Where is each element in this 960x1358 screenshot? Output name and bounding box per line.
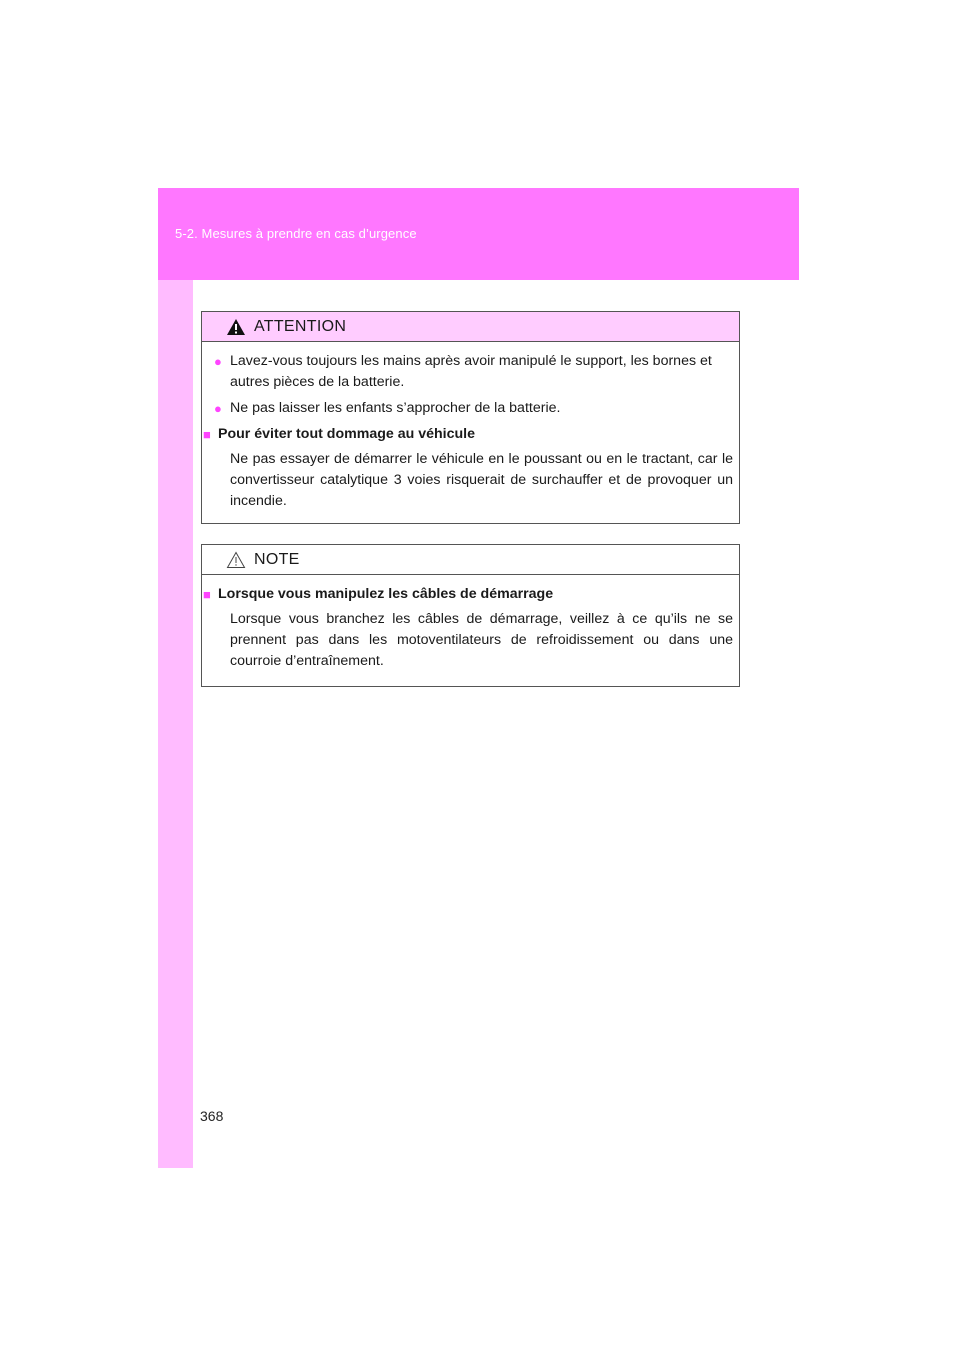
note-body — [202, 575, 739, 686]
note-subhead-text: Lorsque vous manipulez les câbles de démarrage — [218, 586, 554, 602]
side-strip — [158, 280, 193, 1168]
attention-subhead — [202, 424, 733, 445]
attention-header — [202, 312, 739, 342]
attention-body — [202, 342, 739, 526]
square-bullet-icon: ■ — [203, 587, 211, 602]
attention-subhead-text: Pour éviter tout dommage au véhicule — [218, 426, 476, 442]
list-item-text: Ne pas laisser les enfants s’approcher de la batterie. — [230, 400, 561, 416]
note-subhead — [202, 584, 733, 605]
note-header — [202, 545, 739, 575]
warning-triangle-filled-icon — [226, 318, 246, 336]
note-box — [201, 544, 740, 687]
list-item-text: Lavez-vous toujours les mains après avoir manipulé le support, les bornes et autres pièces de la batterie. — [230, 353, 712, 390]
note-paragraph: Lorsque vous branchez les câbles de démarrage, veillez à ce qu’ils ne se prennent pas dans les motoventilateurs de refroidissement ou dans une courroie d’entraînement. — [230, 611, 733, 669]
list-item — [212, 351, 733, 393]
bullet-icon: ● — [214, 354, 222, 369]
attention-box — [201, 311, 740, 524]
attention-title: ATTENTION — [254, 317, 347, 335]
bullet-icon: ● — [214, 401, 222, 416]
section-header: 5-2. Mesures à prendre en cas d’urgence — [175, 226, 417, 241]
note-title: NOTE — [254, 550, 300, 568]
warning-triangle-outline-icon — [226, 551, 246, 569]
attention-paragraph: Ne pas essayer de démarrer le véhicule en le poussant ou en le tractant, car le convertisseur catalytique 3 voies risquerait de surchauffer et de provoquer un incendie. — [230, 451, 733, 509]
list-item — [212, 398, 733, 419]
square-bullet-icon: ■ — [203, 427, 211, 442]
page-number: 368 — [200, 1108, 224, 1124]
